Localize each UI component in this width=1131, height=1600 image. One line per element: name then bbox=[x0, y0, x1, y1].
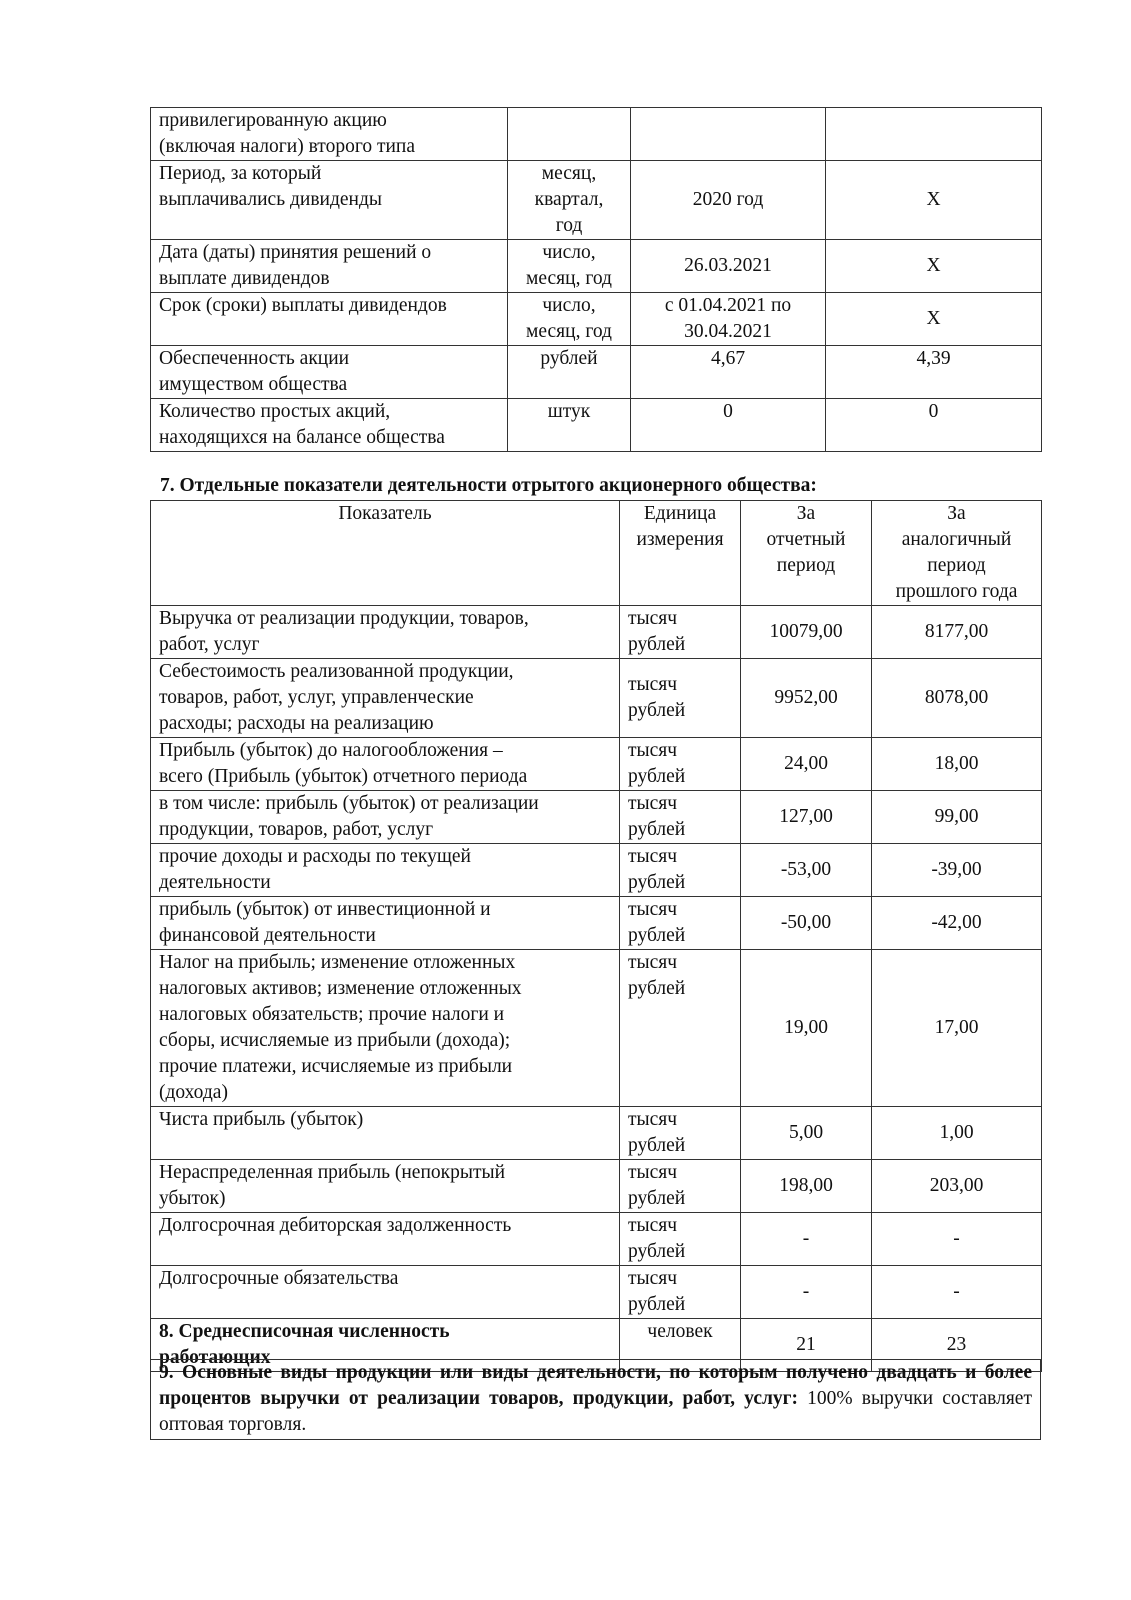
row-unit: тысяч рублей bbox=[620, 897, 741, 950]
row-current: 5,00 bbox=[741, 1107, 872, 1160]
row-current bbox=[631, 108, 826, 161]
row-current: 0 bbox=[631, 399, 826, 452]
row-label: Налог на прибыль; изменение отложенных налоговых активов; изменение отложенных налоговых обязательств; прочие налоги и сборы, исчисляемые из прибыли (дохода); прочие платежи, исчисляемые из прибыли (дохода) bbox=[151, 950, 620, 1107]
header-current: За отчетный период bbox=[741, 501, 872, 606]
row-previous: 8078,00 bbox=[872, 659, 1042, 738]
row-previous: 17,00 bbox=[872, 950, 1042, 1107]
row-unit: тысяч рублей bbox=[620, 1107, 741, 1160]
table-row bbox=[151, 1107, 1042, 1160]
row-current: 10079,00 bbox=[741, 606, 872, 659]
row-current: 127,00 bbox=[741, 791, 872, 844]
row-label: Нераспределенная прибыль (непокрытый убыток) bbox=[151, 1160, 620, 1213]
row-unit: тысяч рублей bbox=[620, 1213, 741, 1266]
section9-title: 9. Основные виды продукции или виды деятельности, по которым получено двадцать и более процентов выручки от реализации товаров, продукции, работ, услуг: bbox=[159, 1362, 1032, 1409]
table-row bbox=[151, 606, 1042, 659]
header-row bbox=[151, 501, 1042, 606]
row-label: Долгосрочная дебиторская задолженность bbox=[151, 1213, 620, 1266]
table-row bbox=[151, 293, 1042, 346]
section9-cell bbox=[151, 1360, 1041, 1440]
section9-row bbox=[151, 1360, 1041, 1440]
header-unit: Единица измерения bbox=[620, 501, 741, 606]
row-label: Выручка от реализации продукции, товаров, работ, услуг bbox=[151, 606, 620, 659]
row-label: Себестоимость реализованной продукции, товаров, работ, услуг, управленческие расходы; расходы на реализацию bbox=[151, 659, 620, 738]
table-row bbox=[151, 1266, 1042, 1319]
row-current: - bbox=[741, 1266, 872, 1319]
row-previous: 0 bbox=[826, 399, 1042, 452]
table-row bbox=[151, 844, 1042, 897]
row-label: Чиста прибыль (убыток) bbox=[151, 1107, 620, 1160]
row-previous: Х bbox=[826, 161, 1042, 240]
row-unit: штук bbox=[508, 399, 631, 452]
row-label: Период, за который выплачивались дивиденды bbox=[151, 161, 508, 240]
table-row bbox=[151, 738, 1042, 791]
header-previous: За аналогичный период прошлого года bbox=[872, 501, 1042, 606]
table-row bbox=[151, 897, 1042, 950]
row-current: 9952,00 bbox=[741, 659, 872, 738]
row-unit: тысяч рублей bbox=[620, 791, 741, 844]
row-current: с 01.04.2021 по 30.04.2021 bbox=[631, 293, 826, 346]
section8-previous: 23 bbox=[872, 1319, 1042, 1372]
section8-current: 21 bbox=[741, 1319, 872, 1372]
row-previous: 203,00 bbox=[872, 1160, 1042, 1213]
row-unit: месяц, квартал, год bbox=[508, 161, 631, 240]
row-label: Дата (даты) принятия решений о выплате дивидендов bbox=[151, 240, 508, 293]
row-unit: число, месяц, год bbox=[508, 240, 631, 293]
table-row bbox=[151, 791, 1042, 844]
row-previous: 8177,00 bbox=[872, 606, 1042, 659]
section-title: 7. Отдельные показатели деятельности отрытого акционерного общества: bbox=[160, 475, 817, 496]
row-previous: Х bbox=[826, 293, 1042, 346]
row-label: Долгосрочные обязательства bbox=[151, 1266, 620, 1319]
section8-label: 8. Среднесписочная численность работающих bbox=[151, 1319, 620, 1372]
row-current: 26.03.2021 bbox=[631, 240, 826, 293]
row-current: -50,00 bbox=[741, 897, 872, 950]
row-unit: тысяч рублей bbox=[620, 950, 741, 1107]
row-previous: 1,00 bbox=[872, 1107, 1042, 1160]
table-row bbox=[151, 161, 1042, 240]
row-previous: Х bbox=[826, 240, 1042, 293]
row-previous: - bbox=[872, 1213, 1042, 1266]
row-previous bbox=[826, 108, 1042, 161]
row-previous: -39,00 bbox=[872, 844, 1042, 897]
table-row bbox=[151, 1213, 1042, 1266]
row-previous: 18,00 bbox=[872, 738, 1042, 791]
row-unit: тысяч рублей bbox=[620, 1160, 741, 1213]
row-unit: тысяч рублей bbox=[620, 738, 741, 791]
table-row bbox=[151, 108, 1042, 161]
row-previous: - bbox=[872, 1266, 1042, 1319]
row-unit: тысяч рублей bbox=[620, 606, 741, 659]
row-previous: -42,00 bbox=[872, 897, 1042, 950]
table-row bbox=[151, 659, 1042, 738]
row-unit: тысяч рублей bbox=[620, 1266, 741, 1319]
row-label: привилегированную акцию (включая налоги) второго типа bbox=[151, 108, 508, 161]
section9-table bbox=[150, 1359, 1041, 1440]
section8-unit: человек bbox=[620, 1319, 741, 1372]
row-unit: рублей bbox=[508, 346, 631, 399]
row-previous: 99,00 bbox=[872, 791, 1042, 844]
row-current: - bbox=[741, 1213, 872, 1266]
row-current: 4,67 bbox=[631, 346, 826, 399]
row-label: прочие доходы и расходы по текущей деятельности bbox=[151, 844, 620, 897]
dividends-table bbox=[150, 107, 1042, 452]
row-unit: тысяч рублей bbox=[620, 659, 741, 738]
row-label: Обеспеченность акции имуществом общества bbox=[151, 346, 508, 399]
row-unit: число, месяц, год bbox=[508, 293, 631, 346]
row-current: 19,00 bbox=[741, 950, 872, 1107]
header-indicator: Показатель bbox=[151, 501, 620, 606]
row-current: 2020 год bbox=[631, 161, 826, 240]
row-unit bbox=[508, 108, 631, 161]
row-current: 24,00 bbox=[741, 738, 872, 791]
table-row bbox=[151, 240, 1042, 293]
row-label: Срок (сроки) выплаты дивидендов bbox=[151, 293, 508, 346]
row-label: прибыль (убыток) от инвестиционной и финансовой деятельности bbox=[151, 897, 620, 950]
indicators-table bbox=[150, 500, 1042, 1372]
row-label: в том числе: прибыль (убыток) от реализации продукции, товаров, работ, услуг bbox=[151, 791, 620, 844]
row-current: -53,00 bbox=[741, 844, 872, 897]
row-previous: 4,39 bbox=[826, 346, 1042, 399]
table-row bbox=[151, 1160, 1042, 1213]
row-label: Прибыль (убыток) до налогообложения – всего (Прибыль (убыток) отчетного периода bbox=[151, 738, 620, 791]
row-current: 198,00 bbox=[741, 1160, 872, 1213]
table-row bbox=[151, 399, 1042, 452]
section9-text: 100% выручки составляет оптовая торговля. bbox=[159, 1388, 1032, 1435]
row-unit: тысяч рублей bbox=[620, 844, 741, 897]
table-row bbox=[151, 346, 1042, 399]
row-label: Количество простых акций, находящихся на балансе общества bbox=[151, 399, 508, 452]
table-row bbox=[151, 950, 1042, 1107]
